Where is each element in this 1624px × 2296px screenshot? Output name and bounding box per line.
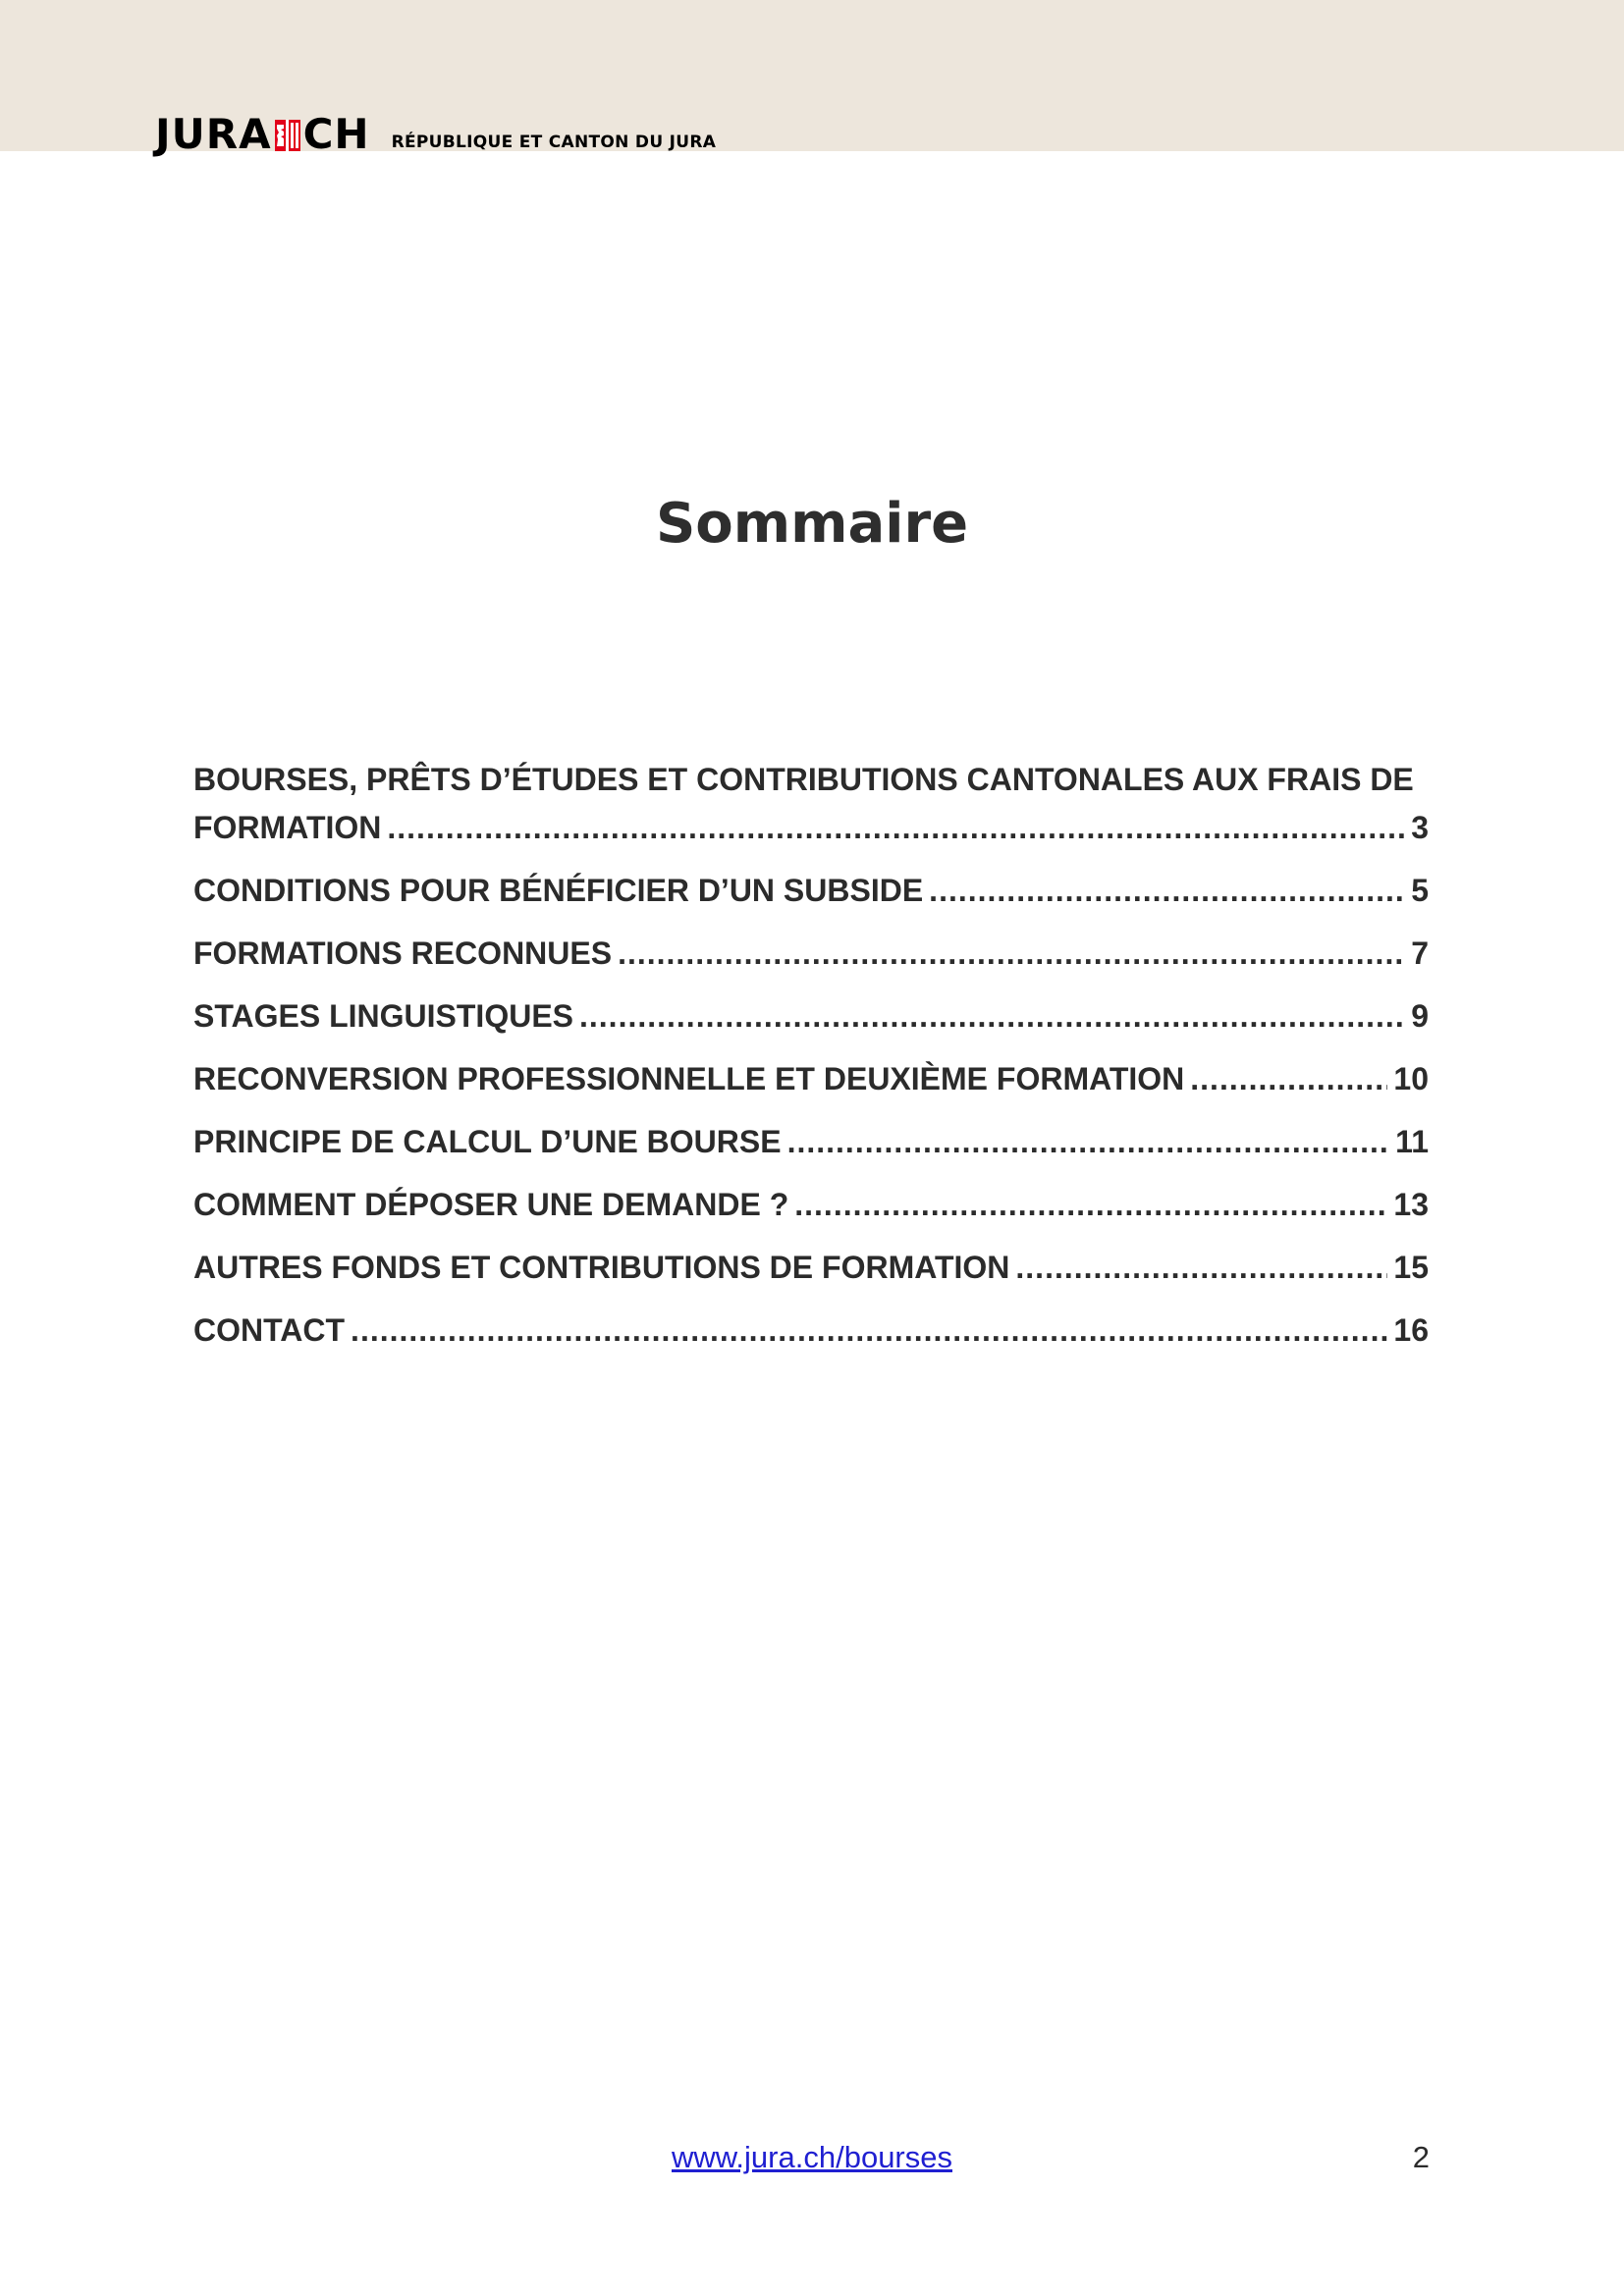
toc-entry-line (193, 992, 1429, 1041)
toc-entry-stages[interactable] (193, 992, 1429, 1041)
toc-entry-contact[interactable] (193, 1307, 1429, 1355)
page-number: 2 (1412, 2140, 1430, 2174)
toc-entry-page: 3 (1411, 810, 1429, 845)
table-of-contents (193, 756, 1429, 1369)
toc-entry-label: BOURSES, PRÊTS D’ÉTUDES ET CONTRIBUTIONS CANTONALES AUX FRAIS DE (193, 762, 1414, 797)
toc-entry-page: 7 (1411, 935, 1429, 971)
toc-dot-leader (387, 804, 1405, 852)
toc-entry-calcul[interactable] (193, 1118, 1429, 1166)
toc-entry-line (193, 867, 1429, 915)
logo-word-ch: CH (302, 110, 370, 158)
jura-flag-icon (275, 120, 300, 151)
footer-website-link[interactable]: www.jura.ch/bourses (671, 2140, 952, 2174)
toc-entry-line (193, 1181, 1429, 1229)
toc-entry-label: CONTACT (193, 1312, 346, 1348)
logo-word-jura: JURA (155, 110, 272, 158)
toc-entry-page: 5 (1411, 873, 1429, 908)
toc-dot-leader (794, 1181, 1387, 1229)
toc-dot-leader (787, 1118, 1390, 1166)
logo-tagline: RÉPUBLIQUE ET CANTON DU JURA (391, 133, 717, 152)
toc-entry-page: 13 (1393, 1187, 1429, 1222)
toc-entry-line (193, 804, 1429, 852)
toc-entry-formations[interactable] (193, 930, 1429, 978)
toc-entry-label: CONDITIONS POUR BÉNÉFICIER D’UN SUBSIDE (193, 873, 924, 908)
toc-entry-label: FORMATIONS RECONNUES (193, 935, 613, 971)
toc-entry-line (193, 930, 1429, 978)
toc-dot-leader (929, 867, 1405, 915)
toc-entry-conditions[interactable] (193, 867, 1429, 915)
toc-dot-leader (351, 1307, 1387, 1355)
toc-entry-label: AUTRES FONDS ET CONTRIBUTIONS DE FORMATION (193, 1250, 1010, 1285)
toc-entry-line (193, 1244, 1429, 1292)
toc-entry-label-continued: FORMATION (193, 810, 382, 845)
toc-entry-autres-fonds[interactable] (193, 1244, 1429, 1292)
toc-entry-label: COMMENT DÉPOSER UNE DEMANDE ? (193, 1187, 789, 1222)
toc-dot-leader (1015, 1244, 1387, 1292)
toc-entry-reconversion[interactable] (193, 1055, 1429, 1103)
toc-entry-page: 11 (1395, 1124, 1429, 1159)
toc-entry-line (193, 756, 1429, 804)
page-title: Sommaire (655, 492, 969, 556)
toc-entry-line (193, 1118, 1429, 1166)
toc-entry-label: PRINCIPE DE CALCUL D’UNE BOURSE (193, 1124, 782, 1159)
toc-entry-label: STAGES LINGUISTIQUES (193, 998, 573, 1034)
toc-entry-page: 15 (1393, 1250, 1429, 1285)
toc-entry-bourses[interactable] (193, 756, 1429, 852)
toc-entry-page: 9 (1411, 998, 1429, 1034)
toc-entry-label: RECONVERSION PROFESSIONNELLE ET DEUXIÈME FORMATION (193, 1061, 1185, 1096)
toc-dot-leader (618, 930, 1405, 978)
toc-dot-leader (1190, 1055, 1387, 1103)
toc-entry-line (193, 1307, 1429, 1355)
toc-entry-demande[interactable] (193, 1181, 1429, 1229)
jura-logo (155, 110, 717, 158)
toc-entry-line (193, 1055, 1429, 1103)
toc-dot-leader (579, 992, 1405, 1041)
toc-entry-page: 10 (1393, 1061, 1429, 1096)
toc-entry-page: 16 (1393, 1312, 1429, 1348)
